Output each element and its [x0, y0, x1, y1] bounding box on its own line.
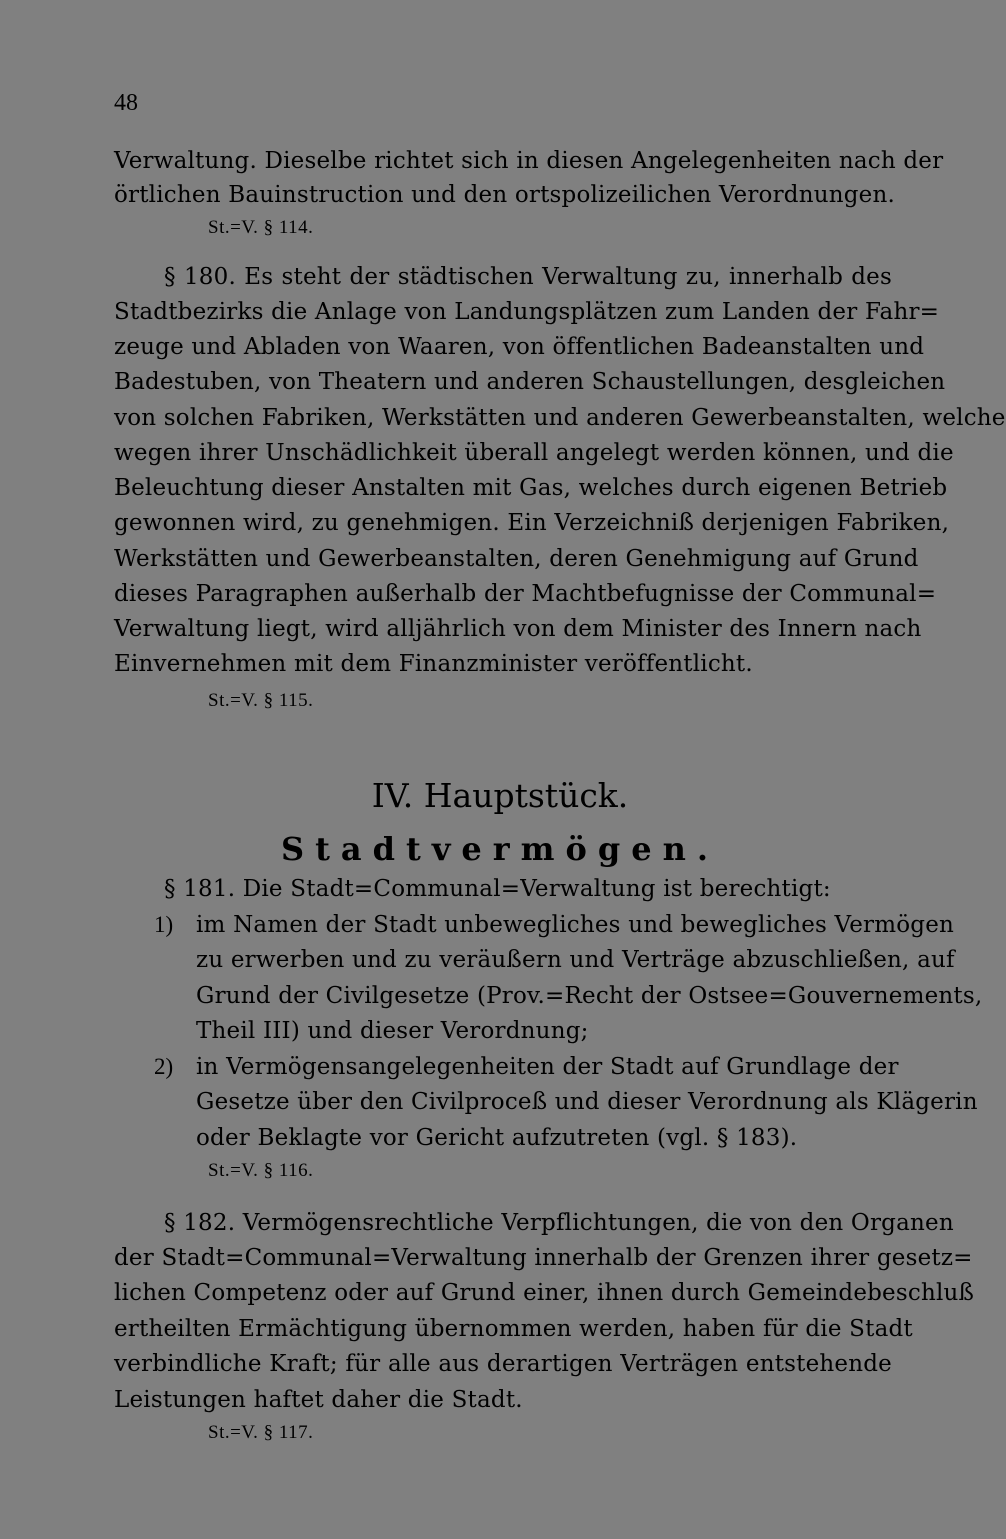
- text-line: Verwaltung liegt, wird alljährlich von dem Minister des Innern nach: [114, 616, 922, 642]
- list-item-line: oder Beklagte vor Gericht aufzutreten (vgl. § 183).: [196, 1125, 798, 1151]
- list-item-line: im Namen der Stadt unbewegliches und bewegliches Vermögen: [196, 912, 955, 938]
- text-line: Werkstätten und Gewerbeanstalten, deren Genehmigung auf Grund: [114, 546, 919, 572]
- text-line: verbindliche Kraft; für alle aus derartigen Verträgen entstehende: [114, 1351, 892, 1377]
- text-line: Einvernehmen mit dem Finanzminister veröffentlicht.: [114, 651, 753, 677]
- statute-reference: St.=V. § 114.: [208, 217, 314, 238]
- text-line: dieses Paragraphen außerhalb der Machtbefugnisse der Communal=: [114, 581, 937, 607]
- text-line: gewonnen wird, zu genehmigen. Ein Verzeichniß derjenigen Fabriken,: [114, 510, 950, 536]
- list-number: 1): [154, 912, 174, 937]
- text-line: Beleuchtung dieser Anstalten mit Gas, welches durch eigenen Betrieb: [114, 475, 948, 501]
- text-line: ertheilten Ermächtigung übernommen werden, haben für die Stadt: [114, 1316, 913, 1342]
- text-line: Stadtbezirks die Anlage von Landungsplätzen zum Landen der Fahr=: [114, 299, 940, 325]
- list-item-line: Gesetze über den Civilproceß und dieser Verordnung als Klägerin: [196, 1089, 978, 1115]
- section-title: Stadtvermögen.: [281, 830, 719, 868]
- page-number: 48: [114, 90, 138, 116]
- statute-reference: St.=V. § 116.: [208, 1160, 314, 1181]
- text-line: § 180. Es steht der städtischen Verwaltung zu, innerhalb des: [164, 264, 892, 290]
- list-item-line: Grund der Civilgesetze (Prov.=Recht der Ostsee=Gouvernements,: [196, 983, 983, 1009]
- text-line: wegen ihrer Unschädlichkeit überall angelegt werden können, und die: [114, 440, 954, 466]
- statute-reference: St.=V. § 115.: [208, 690, 314, 711]
- list-number: 2): [154, 1054, 174, 1079]
- text-line: lichen Competenz oder auf Grund einer, ihnen durch Gemeindebeschluß: [114, 1280, 975, 1306]
- section-heading: IV. Hauptstück.: [371, 776, 629, 815]
- text-line: § 181. Die Stadt=Communal=Verwaltung ist berechtigt:: [164, 876, 831, 902]
- text-line: Verwaltung. Dieselbe richtet sich in diesen Angelegenheiten nach der: [114, 148, 944, 174]
- text-line: Badestuben, von Theatern und anderen Schaustellungen, desgleichen: [114, 369, 946, 395]
- list-item-line: in Vermögensangelegenheiten der Stadt auf Grundlage der: [196, 1054, 899, 1080]
- list-item-line: zu erwerben und zu veräußern und Verträge abzuschließen, auf: [196, 947, 955, 973]
- text-line: von solchen Fabriken, Werkstätten und anderen Gewerbeanstalten, welche: [114, 405, 1006, 431]
- text-line: örtlichen Bauinstruction und den ortspolizeilichen Verordnungen.: [114, 182, 896, 208]
- statute-reference: St.=V. § 117.: [208, 1422, 314, 1443]
- text-line: Leistungen haftet daher die Stadt.: [114, 1387, 523, 1413]
- text-line: § 182. Vermögensrechtliche Verpflichtungen, die von den Organen: [164, 1210, 954, 1236]
- text-line: zeuge und Abladen von Waaren, von öffentlichen Badeanstalten und: [114, 334, 925, 360]
- list-item-line: Theil III) und dieser Verordnung;: [196, 1018, 589, 1044]
- text-line: der Stadt=Communal=Verwaltung innerhalb der Grenzen ihrer gesetz=: [114, 1245, 973, 1271]
